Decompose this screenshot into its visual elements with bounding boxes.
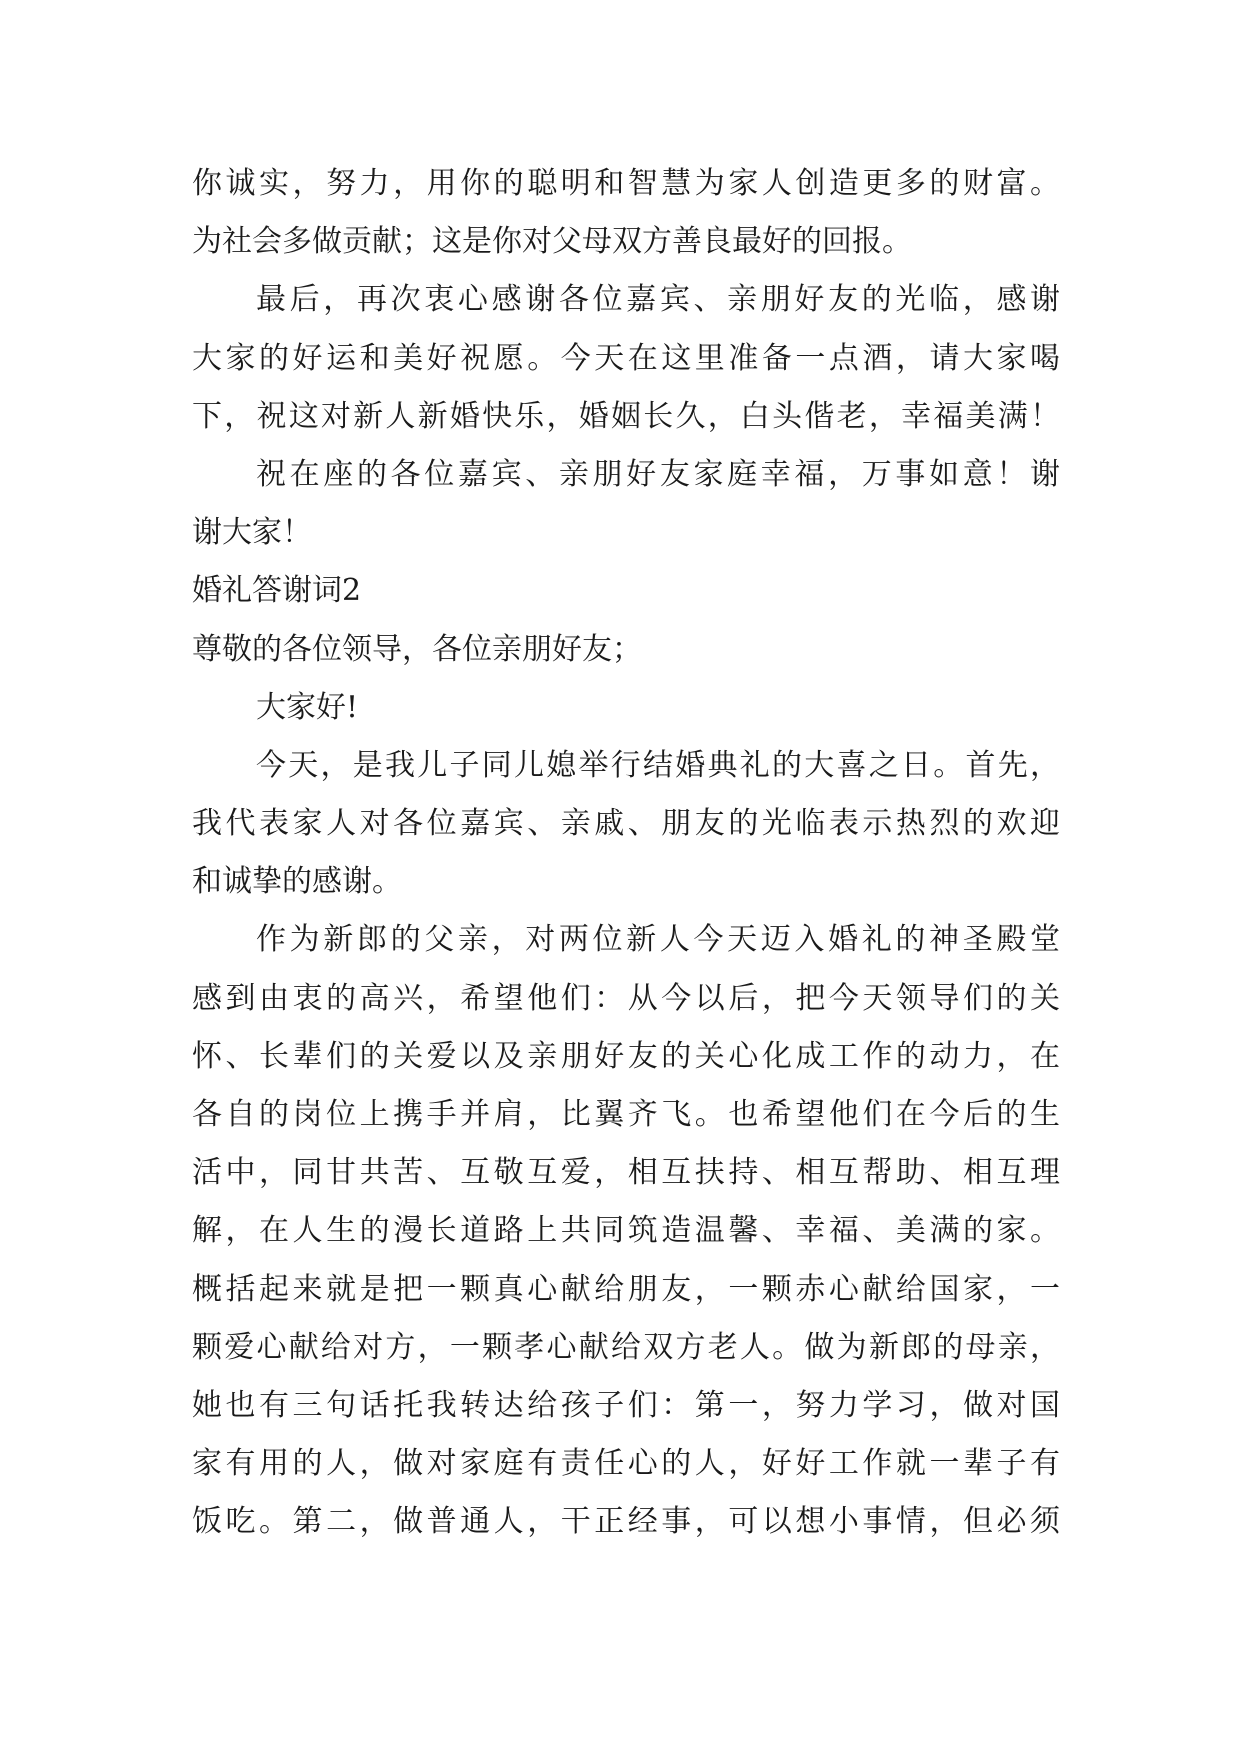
text-line: 怀、长辈们的关爱以及亲朋好友的关心化成工作的动力，在 — [192, 1038, 1060, 1074]
text-line: 家有用的人，做对家庭有责任心的人，好好工作就一辈子有 — [192, 1446, 1060, 1482]
text-line: 为社会多做贡献；这是你对父母双方善良最好的回报。 — [192, 224, 912, 260]
paragraph-start-line: 祝在座的各位嘉宾、亲朋好友家庭幸福，万事如意！谢 — [256, 456, 1060, 492]
paragraph-start-line: 今天，是我儿子同儿媳举行结婚典礼的大喜之日。首先， — [256, 747, 1060, 783]
greeting-line: 大家好! — [256, 689, 359, 725]
text-line: 感到由衷的高兴，希望他们：从今以后，把今天领导们的关 — [192, 980, 1060, 1016]
text-line: 下，祝这对新人新婚快乐，婚姻长久，白头偕老，幸福美满！ — [192, 398, 1060, 434]
text-line: 她也有三句话托我转达给孩子们：第一，努力学习，做对国 — [192, 1387, 1060, 1423]
salutation-line: 尊敬的各位领导，各位亲朋好友； — [192, 631, 642, 667]
section-heading: 婚礼答谢词2 — [192, 573, 362, 609]
text-line: 颗爱心献给对方，一颗孝心献给双方老人。做为新郎的母亲， — [192, 1329, 1060, 1365]
text-line: 大家的好运和美好祝愿。今天在这里准备一点酒，请大家喝 — [192, 340, 1060, 376]
text-line: 和诚挚的感谢。 — [192, 864, 402, 900]
text-line: 你诚实，努力，用你的聪明和智慧为家人创造更多的财富。 — [192, 166, 1060, 201]
paragraph-start-line: 最后，再次衷心感谢各位嘉宾、亲朋好友的光临，感谢 — [256, 282, 1060, 318]
text-line: 各自的岗位上携手并肩，比翼齐飞。也希望他们在今后的生 — [192, 1097, 1060, 1132]
paragraph-start-line: 作为新郎的父亲，对两位新人今天迈入婚礼的神圣殿堂 — [256, 922, 1060, 958]
text-line: 我代表家人对各位嘉宾、亲戚、朋友的光临表示热烈的欢迎 — [192, 806, 1060, 842]
text-line: 解，在人生的漫长道路上共同筑造温馨、幸福、美满的家。 — [192, 1213, 1060, 1249]
text-line: 活中，同甘共苦、互敬互爱，相互扶持、相互帮助、相互理 — [192, 1155, 1060, 1191]
document-body — [192, 155, 1060, 1552]
text-line: 饭吃。第二，做普通人，干正经事，可以想小事情，但必须 — [192, 1504, 1060, 1540]
text-line: 概括起来就是把一颗真心献给朋友，一颗赤心献给国家，一 — [192, 1271, 1060, 1307]
text-line: 谢大家！ — [192, 515, 312, 551]
